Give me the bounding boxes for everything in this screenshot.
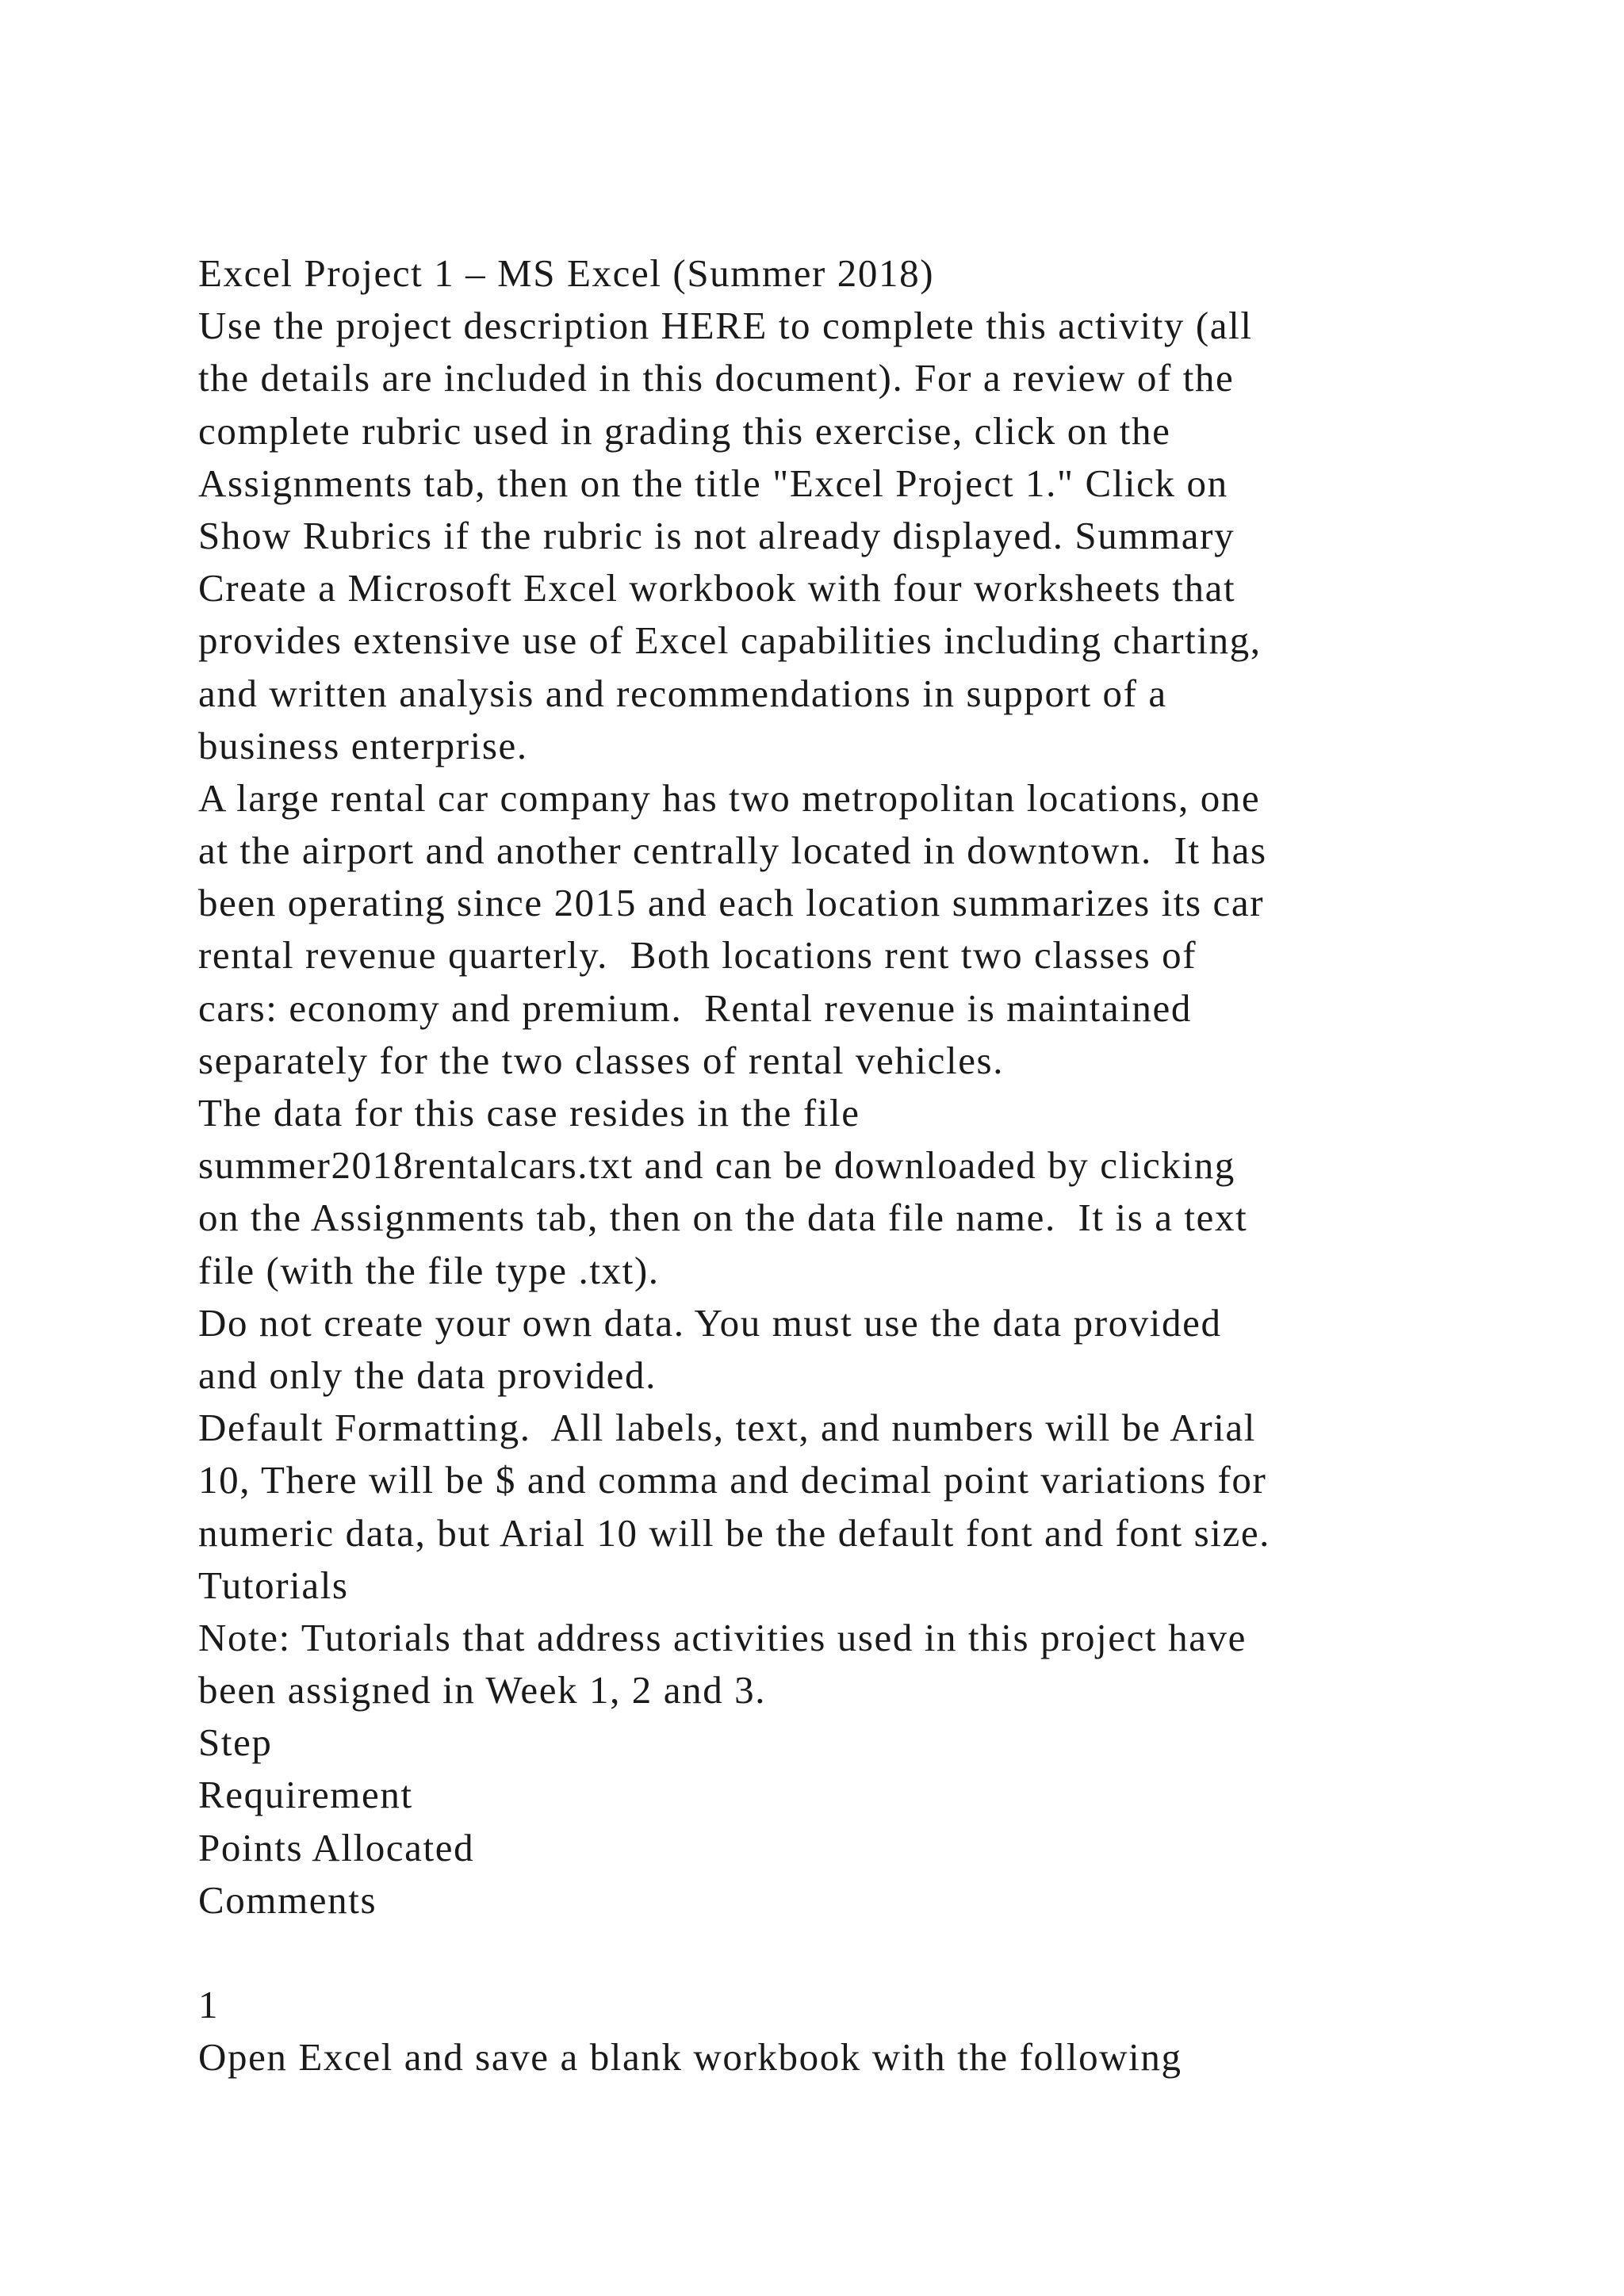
- text-line: on the Assignments tab, then on the data file name. It is a text: [198, 1196, 1248, 1240]
- text-line: cars: economy and premium. Rental revenue is maintained: [198, 985, 1192, 1030]
- text-line: provides extensive use of Excel capabilities including charting,: [198, 618, 1262, 663]
- text-line: rental revenue quarterly. Both locations rent two classes of: [198, 933, 1197, 978]
- text-line: A large rental car company has two metropolitan locations, one: [198, 775, 1261, 820]
- text-line: Default Formatting. All labels, text, and numbers will be Arial: [198, 1406, 1256, 1450]
- text-line: Note: Tutorials that address activities used in this project have: [198, 1615, 1247, 1659]
- text-line: Do not create your own data. You must use the data provided: [198, 1300, 1222, 1345]
- text-line: numeric data, but Arial 10 will be the default font and font size.: [198, 1510, 1271, 1555]
- table-header-requirement: Requirement: [198, 1773, 413, 1817]
- text-line: business enterprise.: [198, 723, 528, 767]
- text-line: complete rubric used in grading this exercise, click on the: [198, 408, 1171, 453]
- section-heading-tutorials: Tutorials: [198, 1563, 349, 1607]
- step-requirement-text: Open Excel and save a blank workbook with the following: [198, 2035, 1182, 2080]
- blank-line: [198, 1927, 1530, 1979]
- text-line: Assignments tab, then on the title "Excel Project 1." Click on: [198, 461, 1228, 505]
- text-line: 10, There will be $ and comma and decimal point variations for: [198, 1458, 1267, 1502]
- text-line: been assigned in Week 1, 2 and 3.: [198, 1668, 767, 1712]
- table-header-comments: Comments: [198, 1877, 377, 1922]
- text-line: at the airport and another centrally located in downtown. It has: [198, 828, 1267, 873]
- text-line: and written analysis and recommendations in support of a: [198, 671, 1167, 715]
- table-header-points: Points Allocated: [198, 1825, 475, 1869]
- table-header-step: Step: [198, 1720, 273, 1765]
- text-line: the details are included in this document). For a review of the: [198, 356, 1235, 400]
- document-body: [198, 247, 1530, 2084]
- text-line: separately for the two classes of rental vehicles.: [198, 1038, 1005, 1082]
- text-line: summer2018rentalcars.txt and can be downloaded by clicking: [198, 1143, 1235, 1188]
- text-line: Show Rubrics if the rubric is not already displayed. Summary: [198, 513, 1235, 557]
- text-line: Use the project description HERE to complete this activity (all: [198, 304, 1253, 348]
- text-line: Create a Microsoft Excel workbook with four worksheets that: [198, 566, 1236, 610]
- text-line: The data for this case resides in the file: [198, 1091, 860, 1135]
- document-title: Excel Project 1 – MS Excel (Summer 2018): [198, 251, 935, 295]
- text-line: file (with the file type .txt).: [198, 1248, 660, 1292]
- text-line: and only the data provided.: [198, 1353, 657, 1397]
- text-line: been operating since 2015 and each location summarizes its car: [198, 881, 1265, 925]
- step-number: 1: [198, 1983, 220, 2027]
